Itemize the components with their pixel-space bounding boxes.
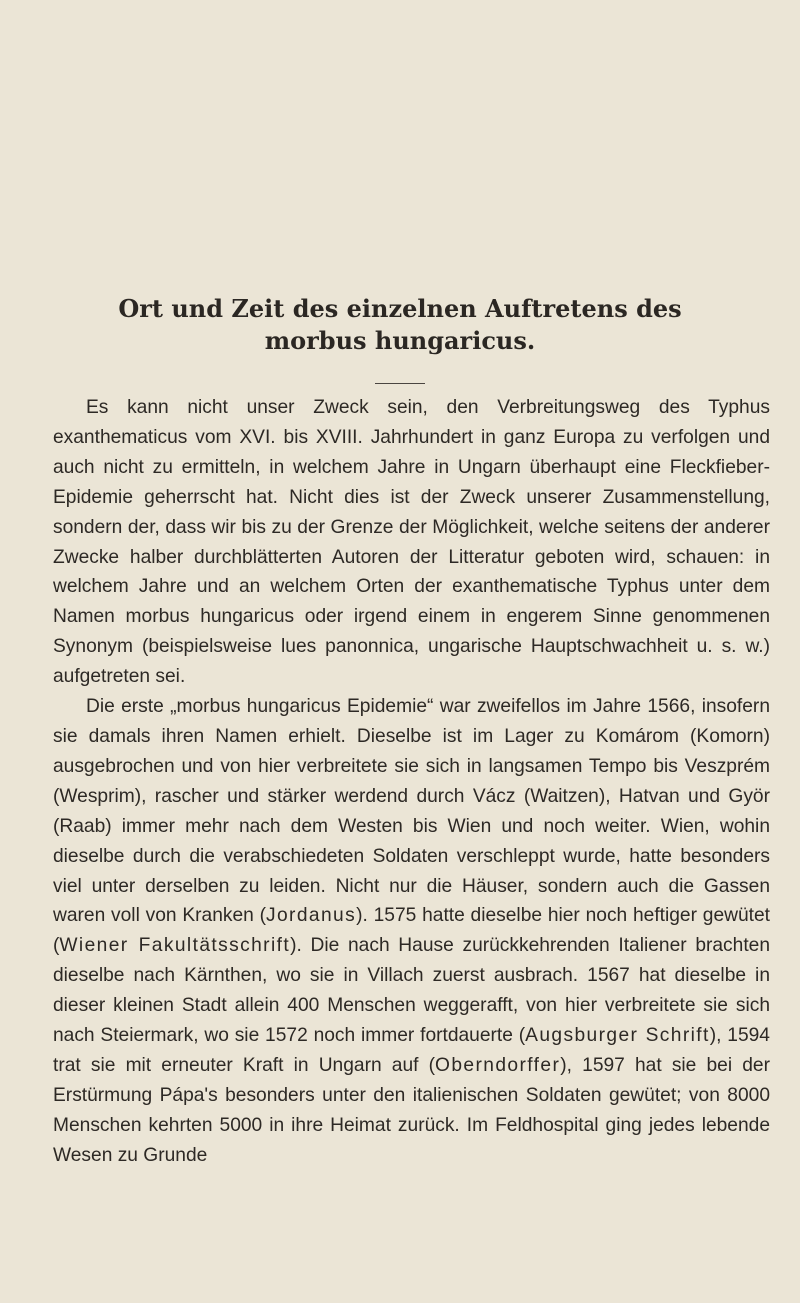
author-name-oberndorffer: Oberndorffer — [435, 1054, 561, 1076]
chapter-title — [60, 293, 740, 357]
author-name-jordanus: Jordanus — [265, 905, 357, 927]
text-run: ), 1597 hat sie bei der Erstürmung Pápa's besonders unter den italienischen Soldaten gewütet; von 8000 Menschen kehrten 5000 in ihre Heimat zurück. Im Feldhospital ging jedes lebende Wesen zu Grunde — [53, 1054, 770, 1166]
text-run: Es kann nicht unser Zweck sein, den Verbreitungsweg des Typhus exanthematicus vom XVI. bis XVIII. Jahrhundert in ganz Europa zu verfolgen und auch nicht zu ermitteln, in welchem Jahre in Ungarn überhaupt eine Fleckfieber-Epidemie geherrscht hat. Nicht dies ist der Zweck unserer Zusammenstellung, sondern der, dass wir bis zu der Grenze der Möglichkeit, welche seitens der anderer Zwecke halber durchblätterten Autoren der Litteratur geboten wird, schauen: in welchem Jahre und an welchem Orten der exanthematische Typhus unter dem Namen morbus hungaricus oder irgend einem in engerem Sinne genommenen Synonym (beispielsweise lues panonnica, ungarische Hauptschwachheit u. s. w.) aufgetreten sei. — [53, 397, 770, 688]
paragraph-1 — [53, 393, 770, 692]
title-divider — [375, 383, 425, 384]
text-run: ), 1594 trat sie mit erneuter Kraft in Ungarn auf ( — [53, 1025, 770, 1076]
body-text — [53, 393, 770, 1171]
text-run: Die erste „morbus hungaricus Epidemie“ war zweifellos im Jahre 1566, insofern sie damals ihren Namen erhielt. Dieselbe ist im Lager zu Komárom (Komorn) ausgebrochen und von hier verbreitete sie sich in langsamen Tempo bis Veszprém (Wesprim), rascher und stärker werdend durch Vácz (Waitzen), Hatvan und Györ (Raab) immer mehr nach dem Westen bis Wien und noch weiter. Wien, wohin dieselbe durch die verabschiedeten Soldaten verschleppt wurde, hatte besonders viel unter derselben zu leiden. Nicht nur die Häuser, sondern auch die Gassen waren voll von Kranken ( — [53, 696, 770, 927]
source-wiener-fakultaetsschrift: Wiener Fakultätsschrift — [59, 935, 291, 957]
source-augsburger-schrift: Augsburger Schrift — [525, 1025, 710, 1047]
chapter-title-line-2: morbus hungaricus. — [264, 326, 536, 355]
chapter-title-line-1: Ort und Zeit des einzelnen Auftretens des — [118, 294, 682, 323]
text-run: ). Die nach Hause zurückkehrenden Italiener brachten dieselbe nach Kärnthen, wo sie in Villach zuerst ausbrach. 1567 hat dieselbe in dieser kleinen Stadt allein 400 Menschen weggerafft, von hier verbreitete sie sich nach Steiermark, wo sie 1572 noch immer fortdauerte ( — [53, 935, 770, 1047]
paragraph-2 — [53, 692, 770, 1171]
text-run: ). 1575 hatte dieselbe hier noch heftiger gewütet ( — [53, 905, 770, 957]
